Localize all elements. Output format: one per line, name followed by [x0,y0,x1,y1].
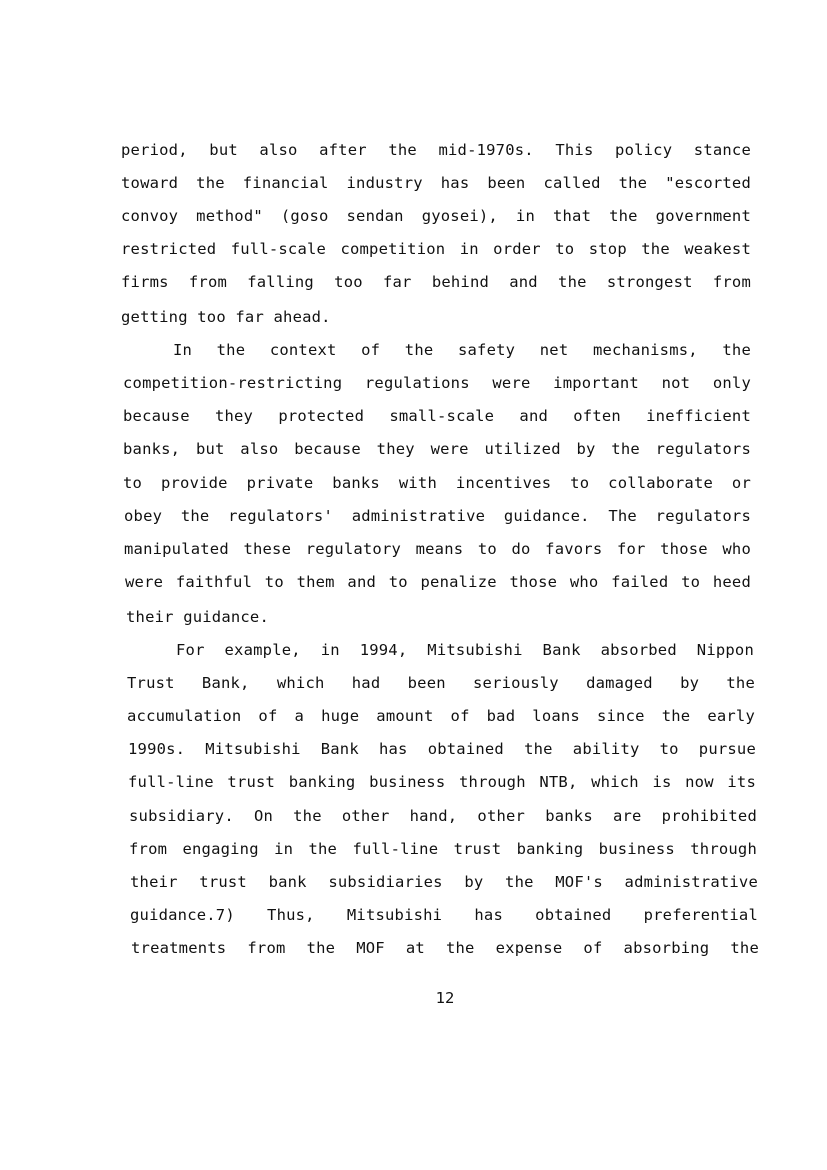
text-line: from engaging in the full-line trust banking business through [129,840,757,858]
text-line: full-line trust banking business through NTB, which is now its [128,773,756,791]
text-line: guidance.7) Thus, Mitsubishi has obtained preferential [130,906,758,924]
text-line: their guidance. [126,608,269,626]
text-line: getting too far ahead. [121,308,331,326]
page-number: 12 [435,989,455,1007]
text-line: subsidiary. On the other hand, other banks are prohibited [129,807,757,825]
text-line: manipulated these regulatory means to do favors for those who [124,540,751,558]
text-line: were faithful to them and to penalize those who failed to heed [125,573,751,591]
text-line: accumulation of a huge amount of bad loans since the early [127,707,755,725]
text-line: convoy method" (goso sendan gyosei), in that the government [121,207,751,225]
text-line: firms from falling too far behind and the strongest from [121,273,751,291]
text-line: because they protected small-scale and often inefficient [123,407,751,425]
paragraph-first-line: For example, in 1994, Mitsubishi Bank absorbed Nippon [176,641,754,659]
text-line: treatments from the MOF at the expense of absorbing the [131,939,759,957]
text-line: restricted full-scale competition in order to stop the weakest [121,240,751,258]
text-line: competition-restricting regulations were important not only [123,374,751,392]
paragraph-first-line: In the context of the safety net mechanisms, the [173,341,751,359]
text-line: banks, but also because they were utilized by the regulators [123,440,751,458]
text-line: 1990s. Mitsubishi Bank has obtained the ability to pursue [128,740,756,758]
text-line: obey the regulators' administrative guidance. The regulators [124,507,751,525]
text-line: to provide private banks with incentives to collaborate or [123,474,751,492]
text-line: period, but also after the mid-1970s. This policy stance [121,141,751,159]
text-line: their trust bank subsidiaries by the MOF's administrative [130,873,758,891]
text-line: toward the financial industry has been called the "escorted [121,174,751,192]
text-line: Trust Bank, which had been seriously damaged by the [127,674,755,692]
